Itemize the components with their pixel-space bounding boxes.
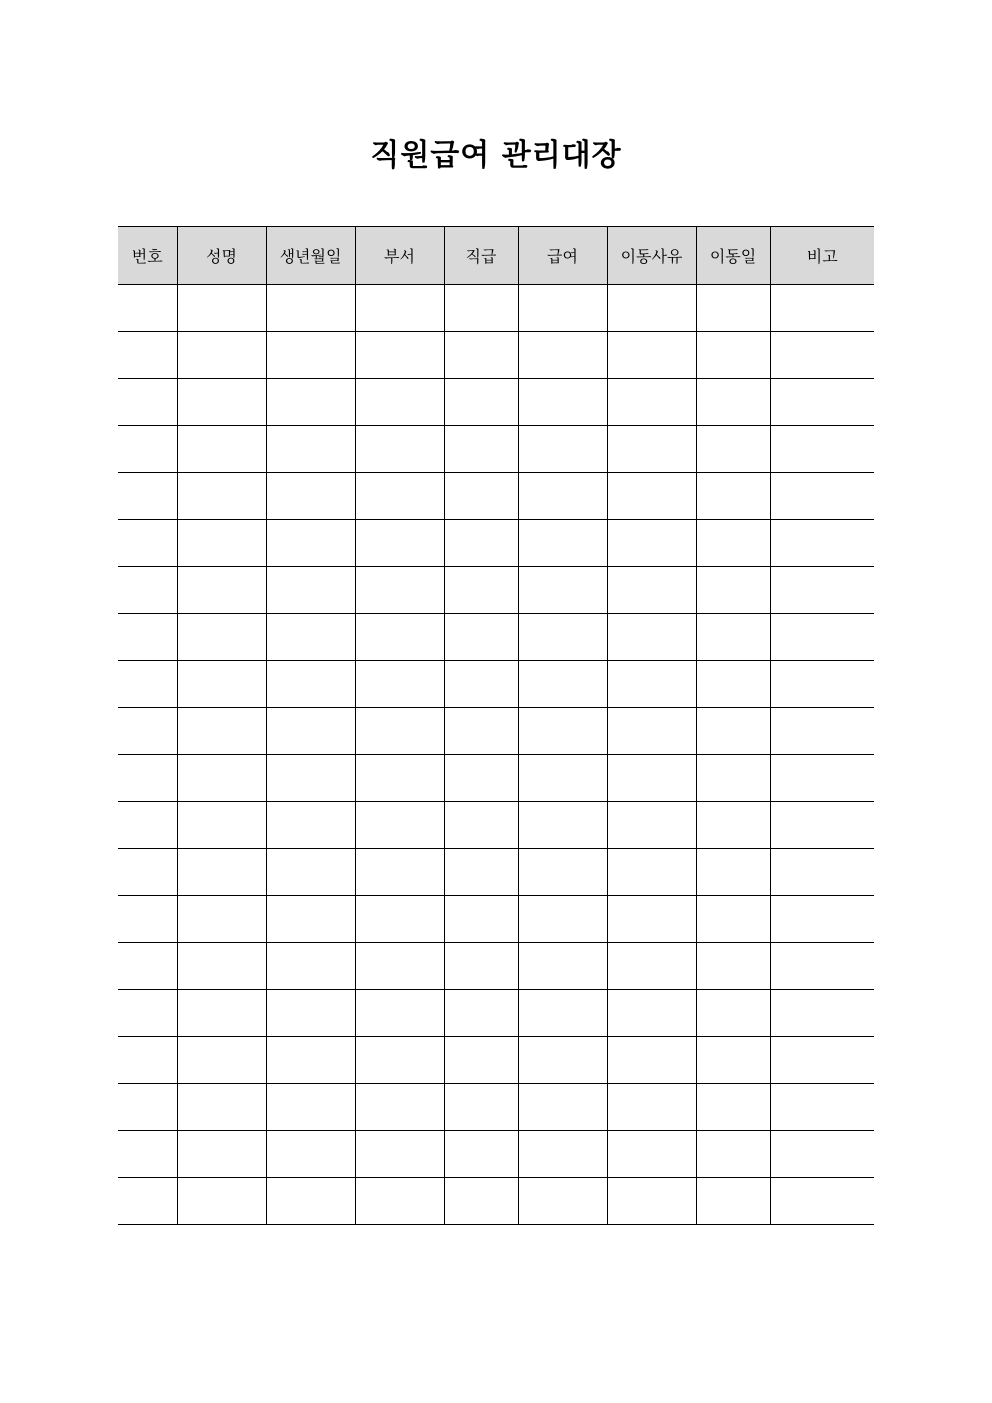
table-cell [355, 802, 444, 849]
table-cell [696, 567, 770, 614]
table-cell [355, 661, 444, 708]
table-row [118, 567, 874, 614]
table-cell [266, 1131, 355, 1178]
table-row [118, 708, 874, 755]
table-cell [770, 1131, 874, 1178]
table-cell [118, 379, 177, 426]
header-number: 번호 [118, 227, 177, 285]
table-cell [355, 379, 444, 426]
table-cell [355, 520, 444, 567]
table-cell [518, 990, 607, 1037]
table-cell [355, 1178, 444, 1225]
table-row [118, 896, 874, 943]
table-cell [696, 379, 770, 426]
table-cell [355, 943, 444, 990]
table-cell [177, 896, 266, 943]
table-cell [607, 567, 696, 614]
table-cell [266, 614, 355, 661]
table-cell [266, 708, 355, 755]
table-cell [518, 379, 607, 426]
table-cell [518, 755, 607, 802]
table-cell [266, 661, 355, 708]
table-cell [696, 332, 770, 379]
table-cell [518, 285, 607, 332]
table-cell [607, 520, 696, 567]
table-cell [696, 426, 770, 473]
table-cell [177, 1084, 266, 1131]
table-cell [607, 1037, 696, 1084]
table-cell [177, 708, 266, 755]
table-cell [266, 1084, 355, 1131]
table-cell [607, 426, 696, 473]
table-cell [444, 379, 518, 426]
table-cell [355, 332, 444, 379]
table-cell [177, 990, 266, 1037]
table-cell [177, 755, 266, 802]
table-cell [177, 285, 266, 332]
table-cell [518, 614, 607, 661]
table-cell [355, 896, 444, 943]
table-row [118, 614, 874, 661]
table-row [118, 755, 874, 802]
table-cell [770, 1084, 874, 1131]
table-cell [266, 285, 355, 332]
table-row [118, 520, 874, 567]
table-cell [118, 849, 177, 896]
table-cell [355, 1131, 444, 1178]
table-cell [177, 1037, 266, 1084]
table-cell [518, 567, 607, 614]
table-cell [177, 1178, 266, 1225]
table-cell [266, 332, 355, 379]
table-cell [696, 1131, 770, 1178]
table-cell [118, 285, 177, 332]
table-cell [770, 614, 874, 661]
table-cell [518, 332, 607, 379]
table-cell [118, 1178, 177, 1225]
table-row [118, 285, 874, 332]
table-cell [518, 1131, 607, 1178]
table-cell [607, 379, 696, 426]
table-cell [444, 1178, 518, 1225]
table-cell [518, 426, 607, 473]
table-cell [266, 473, 355, 520]
table-cell [177, 473, 266, 520]
table-row [118, 332, 874, 379]
table-cell [355, 990, 444, 1037]
table-cell [266, 567, 355, 614]
table-cell [607, 990, 696, 1037]
table-cell [266, 943, 355, 990]
table-row [118, 1131, 874, 1178]
table-cell [770, 990, 874, 1037]
table-cell [518, 473, 607, 520]
header-department: 부서 [355, 227, 444, 285]
table-cell [355, 1037, 444, 1084]
table-cell [518, 896, 607, 943]
table-cell [177, 614, 266, 661]
table-cell [770, 332, 874, 379]
table-cell [770, 1037, 874, 1084]
table-cell [266, 990, 355, 1037]
table-cell [118, 1131, 177, 1178]
table-cell [118, 755, 177, 802]
table-cell [118, 943, 177, 990]
table-cell [518, 520, 607, 567]
table-cell [444, 755, 518, 802]
table-cell [518, 849, 607, 896]
table-cell [607, 1178, 696, 1225]
table-cell [266, 426, 355, 473]
table-cell [696, 943, 770, 990]
table-cell [696, 755, 770, 802]
table-row [118, 1084, 874, 1131]
table-cell [177, 426, 266, 473]
table-cell [118, 661, 177, 708]
table-cell [607, 802, 696, 849]
table-cell [696, 661, 770, 708]
table-cell [770, 567, 874, 614]
table-cell [177, 943, 266, 990]
table-cell [770, 661, 874, 708]
header-position: 직급 [444, 227, 518, 285]
table-cell [355, 567, 444, 614]
table-cell [118, 802, 177, 849]
table-cell [518, 661, 607, 708]
table-cell [444, 332, 518, 379]
table-cell [518, 943, 607, 990]
header-transfer-date: 이동일 [696, 227, 770, 285]
table-cell [266, 802, 355, 849]
table-cell [518, 1084, 607, 1131]
header-birthdate: 생년월일 [266, 227, 355, 285]
table-cell [177, 661, 266, 708]
table-cell [444, 661, 518, 708]
table-cell [518, 1037, 607, 1084]
table-cell [444, 708, 518, 755]
table-cell [607, 285, 696, 332]
table-cell [696, 1178, 770, 1225]
table-cell [770, 473, 874, 520]
table-cell [607, 943, 696, 990]
table-cell [444, 802, 518, 849]
table-cell [770, 708, 874, 755]
header-salary: 급여 [518, 227, 607, 285]
table-cell [770, 755, 874, 802]
table-cell [607, 708, 696, 755]
table-cell [355, 614, 444, 661]
table-cell [696, 1037, 770, 1084]
table-cell [118, 473, 177, 520]
table-row [118, 473, 874, 520]
table-cell [770, 426, 874, 473]
table-row [118, 1178, 874, 1225]
table-cell [518, 1178, 607, 1225]
table-row [118, 1037, 874, 1084]
ledger-body [118, 285, 874, 1225]
table-cell [696, 708, 770, 755]
table-cell [696, 849, 770, 896]
header-remarks: 비고 [770, 227, 874, 285]
table-cell [770, 379, 874, 426]
table-row [118, 990, 874, 1037]
table-cell [696, 1084, 770, 1131]
table-cell [444, 990, 518, 1037]
table-cell [444, 1037, 518, 1084]
table-cell [444, 943, 518, 990]
table-cell [118, 567, 177, 614]
table-cell [607, 332, 696, 379]
table-cell [444, 520, 518, 567]
table-cell [607, 661, 696, 708]
table-cell [266, 1037, 355, 1084]
table-cell [696, 520, 770, 567]
table-cell [696, 990, 770, 1037]
table-cell [696, 896, 770, 943]
table-cell [266, 896, 355, 943]
table-cell [607, 614, 696, 661]
table-cell [118, 1084, 177, 1131]
table-cell [177, 379, 266, 426]
table-cell [118, 708, 177, 755]
table-cell [177, 520, 266, 567]
table-cell [444, 285, 518, 332]
table-cell [266, 1178, 355, 1225]
table-cell [444, 896, 518, 943]
table-cell [696, 802, 770, 849]
table-cell [355, 426, 444, 473]
table-cell [355, 755, 444, 802]
header-transfer-reason: 이동사유 [607, 227, 696, 285]
table-cell [266, 849, 355, 896]
table-row [118, 379, 874, 426]
document-title: 직원급여 관리대장 [370, 138, 622, 173]
table-cell [770, 802, 874, 849]
table-cell [770, 896, 874, 943]
table-cell [266, 520, 355, 567]
table-cell [355, 1084, 444, 1131]
table-cell [444, 614, 518, 661]
table-cell [355, 473, 444, 520]
table-cell [177, 1131, 266, 1178]
table-cell [118, 614, 177, 661]
table-cell [770, 849, 874, 896]
table-cell [118, 990, 177, 1037]
table-cell [444, 849, 518, 896]
table-row [118, 426, 874, 473]
table-cell [118, 896, 177, 943]
table-cell [118, 1037, 177, 1084]
table-cell [355, 708, 444, 755]
table-row [118, 661, 874, 708]
table-cell [770, 943, 874, 990]
table-cell [607, 1084, 696, 1131]
table-cell [770, 285, 874, 332]
table-cell [177, 802, 266, 849]
table-cell [607, 1131, 696, 1178]
table-cell [177, 849, 266, 896]
header-row [118, 227, 874, 285]
payroll-ledger-table [118, 226, 874, 1225]
table-cell [518, 708, 607, 755]
table-row [118, 802, 874, 849]
table-cell [177, 567, 266, 614]
table-cell [607, 755, 696, 802]
table-cell [696, 285, 770, 332]
table-row [118, 943, 874, 990]
table-cell [177, 332, 266, 379]
table-cell [770, 520, 874, 567]
table-cell [266, 379, 355, 426]
table-cell [444, 1131, 518, 1178]
table-cell [118, 520, 177, 567]
header-name: 성명 [177, 227, 266, 285]
table-row [118, 849, 874, 896]
table-cell [355, 285, 444, 332]
table-cell [266, 755, 355, 802]
table-cell [518, 802, 607, 849]
table-cell [118, 426, 177, 473]
table-cell [696, 473, 770, 520]
table-cell [444, 567, 518, 614]
table-cell [444, 1084, 518, 1131]
table-cell [607, 896, 696, 943]
table-cell [444, 426, 518, 473]
table-cell [696, 614, 770, 661]
table-cell [355, 849, 444, 896]
table-cell [770, 1178, 874, 1225]
table-cell [444, 473, 518, 520]
table-cell [607, 473, 696, 520]
table-cell [607, 849, 696, 896]
table-cell [118, 332, 177, 379]
